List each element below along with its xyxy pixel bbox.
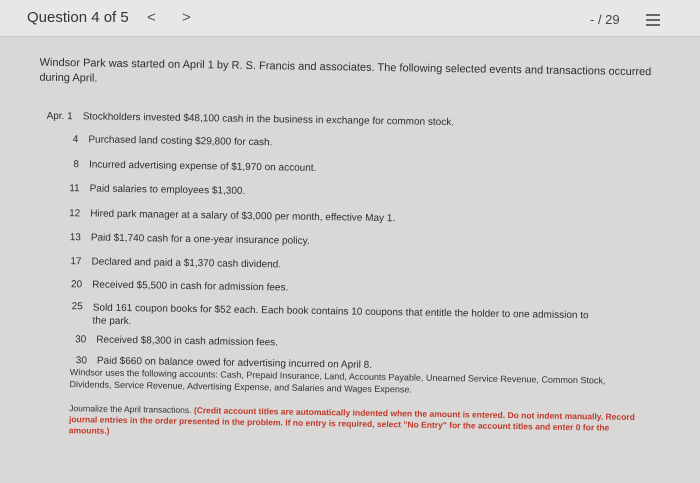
problem-intro: Windsor Park was started on April 1 by R. S. Francis and associates. The following selected events and transactions occurred during April. [39, 56, 652, 85]
event-text: Paid salaries to employees $1,300. [89, 183, 246, 197]
event-text: Incurred advertising expense of $1,970 on account. [88, 159, 317, 174]
event-text: Declared and paid a $1,370 cash dividend. [91, 256, 282, 271]
previous-question-button[interactable]: < [147, 9, 156, 26]
event-date: 25 [71, 301, 83, 313]
event-text: Paid $660 on balance owed for advertising incurred on April 8. [96, 355, 373, 371]
event-text: Sold 161 coupon books for $52 each. Each book contains 10 coupons that entitle the holder to one admission to the park. [92, 302, 589, 328]
event-date: 8 [73, 159, 80, 171]
event-text: Stockholders invested $48,100 cash in the business in exchange for common stock. [82, 111, 455, 129]
event-text: Paid $1,740 cash for a one-year insurance policy. [90, 232, 310, 247]
event-date: 4 [72, 134, 79, 146]
question-list-icon[interactable] [646, 14, 660, 26]
event-date: 30 [75, 334, 87, 346]
journalize-instructions [69, 403, 649, 445]
question-header [0, 0, 700, 37]
event-date: 20 [70, 279, 83, 291]
event-date: 17 [70, 256, 82, 268]
accounts-list: Windsor uses the following accounts: Cash, Prepaid Insurance, Land, Accounts Payable, Unearned Service Revenue, Common Stock, Dividends, Service Revenue, Advertising Expense, and Salaries and Wages Expense. [69, 367, 606, 395]
event-date: 13 [69, 232, 81, 244]
instructions-note: (Credit account titles are automatically indented when the amount is entered. Do not indent manually. Record journal entries in the order presented in the problem. If no entry is required, select "No Entry" for the account titles and enter 0 for the amounts.) [68, 405, 635, 436]
question-content [0, 37, 700, 483]
event-date: 30 [75, 355, 88, 367]
event-text: Purchased land costing $29,800 for cash. [88, 134, 273, 149]
instructions-lead: Journalize the April transactions. [69, 403, 192, 416]
event-text: Hired park manager at a salary of $3,000 per month, effective May 1. [90, 208, 396, 225]
score-display: - / 29 [590, 12, 620, 27]
event-text: Received $5,500 in cash for admission fees. [92, 279, 289, 294]
event-date: Apr. 1 [46, 110, 73, 123]
question-title: Question 4 of 5 [27, 9, 129, 26]
event-text: Received $8,300 in cash admission fees. [96, 334, 279, 349]
event-date: 12 [69, 208, 81, 220]
event-date: 11 [69, 183, 80, 195]
next-question-button[interactable]: > [182, 9, 191, 26]
